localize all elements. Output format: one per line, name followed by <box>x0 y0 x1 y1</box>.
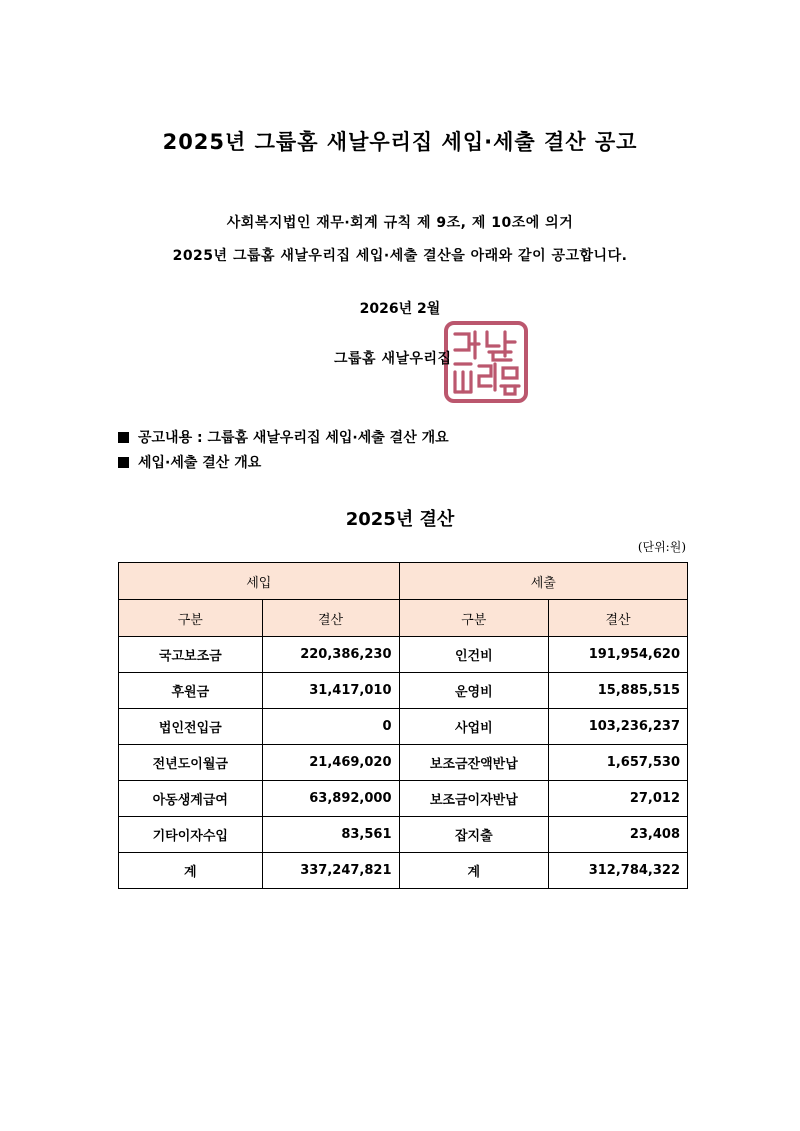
expense-item: 잡지출 <box>399 817 549 853</box>
table-group-header-row <box>119 563 688 600</box>
table-column-header-row <box>119 600 688 637</box>
table-row <box>119 673 688 709</box>
bullet-square-icon <box>118 457 129 468</box>
table-row <box>119 745 688 781</box>
table-row <box>119 817 688 853</box>
revenue-item: 법인전입금 <box>119 709 263 745</box>
official-seal-stamp <box>443 320 529 404</box>
bullet-square-icon <box>118 432 129 443</box>
table-total-row <box>119 853 688 889</box>
revenue-item: 전년도이월금 <box>119 745 263 781</box>
revenue-amount: 0 <box>262 709 399 745</box>
revenue-total-amount: 337,247,821 <box>262 853 399 889</box>
revenue-item: 국고보조금 <box>119 637 263 673</box>
revenue-category-header: 구분 <box>119 600 263 637</box>
bullet-item-summary <box>118 452 261 472</box>
expense-item: 인건비 <box>399 637 549 673</box>
unit-label: (단위:원) <box>637 540 686 554</box>
expense-total-amount: 312,784,322 <box>549 853 688 889</box>
revenue-total-label: 계 <box>119 853 263 889</box>
revenue-amount: 31,417,010 <box>262 673 399 709</box>
table-row <box>119 637 688 673</box>
expense-amount: 103,236,237 <box>549 709 688 745</box>
revenue-amount: 220,386,230 <box>262 637 399 673</box>
expense-amount: 1,657,530 <box>549 745 688 781</box>
settlement-table <box>118 562 688 889</box>
document-title: 2025년 그룹홈 새날우리집 세입·세출 결산 공고 <box>162 130 638 154</box>
expense-item: 보조금잔액반납 <box>399 745 549 781</box>
bullet-item-notice-content <box>118 427 449 447</box>
revenue-amount: 21,469,020 <box>262 745 399 781</box>
table-row <box>119 781 688 817</box>
notice-date: 2026년 2월 <box>359 301 441 317</box>
expense-item: 사업비 <box>399 709 549 745</box>
expense-header: 세출 <box>399 563 688 600</box>
expense-item: 보조금이자반납 <box>399 781 549 817</box>
expense-amount-header: 결산 <box>549 600 688 637</box>
revenue-amount: 83,561 <box>262 817 399 853</box>
expense-amount: 15,885,515 <box>549 673 688 709</box>
expense-total-label: 계 <box>399 853 549 889</box>
revenue-amount: 63,892,000 <box>262 781 399 817</box>
table-title: 2025년 결산 <box>345 509 455 530</box>
table-row <box>119 709 688 745</box>
intro-line-2: 2025년 그룹홈 새날우리집 세입·세출 결산을 아래와 같이 공고합니다. <box>172 248 628 264</box>
expense-amount: 27,012 <box>549 781 688 817</box>
expense-item: 운영비 <box>399 673 549 709</box>
bullet-text: 세입·세출 결산 개요 <box>138 455 262 471</box>
expense-amount: 191,954,620 <box>549 637 688 673</box>
revenue-amount-header: 결산 <box>262 600 399 637</box>
expense-amount: 23,408 <box>549 817 688 853</box>
revenue-item: 아동생계급여 <box>119 781 263 817</box>
expense-category-header: 구분 <box>399 600 549 637</box>
organization-name: 그룹홈 새날우리집 <box>334 351 452 367</box>
bullet-text: 공고내용 : 그룹홈 새날우리집 세입·세출 결산 개요 <box>138 430 449 446</box>
intro-line-1: 사회복지법인 재무·회계 규칙 제 9조, 제 10조에 의거 <box>226 215 574 231</box>
revenue-item: 후원금 <box>119 673 263 709</box>
revenue-header: 세입 <box>119 563 400 600</box>
revenue-item: 기타이자수입 <box>119 817 263 853</box>
